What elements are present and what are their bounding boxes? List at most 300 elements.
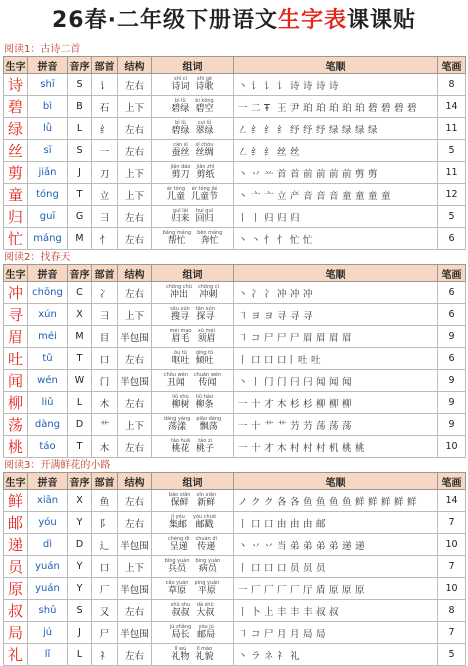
- character: 寻: [4, 304, 28, 326]
- initial-letter: S: [68, 140, 92, 162]
- column-header: 音序: [68, 265, 92, 282]
- stroke-step: 纾: [303, 124, 313, 136]
- initial-letter: X: [68, 304, 92, 326]
- word-text: 呈递: [169, 542, 188, 552]
- stroke-step: 丶: [238, 650, 248, 662]
- stroke-step: ヨ: [251, 310, 261, 322]
- stroke-step: ク: [264, 496, 274, 508]
- table-row: [4, 534, 466, 556]
- stroke-step: 厂: [264, 584, 274, 596]
- radical: 冫: [92, 282, 118, 304]
- stroke-step: 碧: [394, 102, 404, 114]
- stroke-step: 由: [277, 518, 287, 530]
- radical: 彐: [92, 206, 118, 228]
- table-row: [4, 96, 466, 118]
- stroke-step: 眉: [329, 332, 339, 344]
- word: [197, 329, 215, 344]
- word-pinyin: jí yóu: [171, 514, 185, 520]
- word-list: [152, 414, 234, 436]
- table-row: [4, 414, 466, 436]
- column-header: 结构: [118, 265, 152, 282]
- radical: 立: [92, 184, 118, 206]
- stroke-step: 厂: [277, 584, 287, 596]
- word-text: 蚕丝: [171, 148, 190, 158]
- radical: 口: [92, 556, 118, 578]
- stroke-step: 木: [277, 398, 287, 410]
- word: [171, 351, 189, 366]
- stroke-step: ネ: [264, 650, 274, 662]
- stroke-step: 门: [277, 376, 287, 388]
- stroke-step: 村: [290, 442, 300, 454]
- stroke-order: [234, 392, 438, 414]
- stroke-step: 叔: [316, 606, 326, 618]
- stroke-step: 纟: [251, 124, 261, 136]
- radical: 礻: [92, 644, 118, 666]
- word-pinyin: bǎo xiān: [168, 492, 191, 498]
- stroke-step: 前: [342, 168, 352, 180]
- stroke-step: 一: [238, 398, 248, 410]
- word: [196, 307, 215, 322]
- pinyin: dàng: [28, 414, 68, 436]
- pinyin: jú: [28, 622, 68, 644]
- column-header: 拼音: [28, 57, 68, 74]
- radical: 讠: [92, 74, 118, 96]
- word-text: 探寻: [196, 312, 215, 322]
- stroke-count: 7: [438, 622, 466, 644]
- stroke-step: 尸: [290, 332, 300, 344]
- stroke-step: 口: [251, 562, 261, 574]
- word-pinyin: piāo dàng: [196, 416, 222, 422]
- word-pinyin: jiǎn dāo: [170, 164, 191, 170]
- radical: 木: [92, 436, 118, 458]
- stroke-step: 弟: [329, 540, 339, 552]
- table-row: [4, 644, 466, 666]
- word: [196, 351, 214, 366]
- structure: 左右: [118, 600, 152, 622]
- stroke-step: 童: [381, 190, 391, 202]
- structure: 上下: [118, 414, 152, 436]
- stroke-step: 上: [264, 606, 274, 618]
- stroke-step: 童: [355, 190, 365, 202]
- stroke-step: 丷: [251, 540, 261, 552]
- radical: 艹: [92, 414, 118, 436]
- stroke-step: 前: [329, 168, 339, 180]
- character-table: [3, 472, 466, 666]
- word-pinyin: chéng dì: [168, 536, 190, 542]
- stroke-step: 柳: [329, 398, 339, 410]
- word-pinyin: chuán wén: [193, 372, 222, 378]
- stroke-step: 珀: [342, 102, 352, 114]
- structure: 左右: [118, 228, 152, 250]
- stroke-step: 各: [290, 496, 300, 508]
- structure: 上下: [118, 304, 152, 326]
- stroke-step: 芀: [290, 420, 300, 432]
- stroke-step: 鱼: [303, 496, 313, 508]
- stroke-count: 8: [438, 74, 466, 96]
- word-pinyin: tàn xún: [195, 306, 215, 312]
- stroke-step: 丝: [290, 146, 300, 158]
- structure: 左右: [118, 140, 152, 162]
- word-text: 奔忙: [200, 236, 219, 246]
- initial-letter: L: [68, 392, 92, 414]
- stroke-order: [234, 228, 438, 250]
- stroke-step: 闻: [329, 376, 339, 388]
- word: [197, 231, 222, 246]
- stroke-order: [234, 600, 438, 622]
- stroke-step: 荡: [316, 420, 326, 432]
- character: 邮: [4, 512, 28, 534]
- stroke-step: 剪: [368, 168, 378, 180]
- radical: 厂: [92, 578, 118, 600]
- word-text: 邮戳: [195, 520, 214, 530]
- stroke-step: 弟: [303, 540, 313, 552]
- pinyin: máng: [28, 228, 68, 250]
- word: [196, 439, 214, 454]
- word-pinyin: huí guī: [195, 208, 214, 214]
- word-list: [152, 304, 234, 326]
- radical: 鱼: [92, 490, 118, 512]
- initial-letter: T: [68, 184, 92, 206]
- initial-letter: G: [68, 206, 92, 228]
- table-row: [4, 436, 466, 458]
- word-text: 碧绿: [171, 104, 190, 114]
- structure: 半包围: [118, 534, 152, 556]
- character: 碧: [4, 96, 28, 118]
- stroke-step: 十: [251, 420, 261, 432]
- stroke-order: [234, 184, 438, 206]
- word-list: [152, 96, 234, 118]
- word-text: 倾吐: [195, 356, 214, 366]
- stroke-count: 9: [438, 370, 466, 392]
- structure: 上下: [118, 162, 152, 184]
- stroke-step: ㇕: [238, 628, 248, 640]
- structure: 左右: [118, 118, 152, 140]
- word-list: [152, 512, 234, 534]
- word: [191, 187, 218, 202]
- character: 员: [4, 556, 28, 578]
- word-list: [152, 326, 234, 348]
- stroke-step: 忄: [264, 234, 274, 246]
- table-row: [4, 184, 466, 206]
- word-text: 局长: [171, 630, 190, 640]
- stroke-step: 丶: [238, 288, 248, 300]
- word-pinyin: xū méi: [197, 328, 215, 334]
- stroke-step: 门: [264, 376, 274, 388]
- word-text: 碧绿: [171, 126, 190, 136]
- stroke-count: 6: [438, 228, 466, 250]
- stroke-step: 丷: [264, 540, 274, 552]
- stroke-step: 丨: [238, 606, 248, 618]
- column-header: 组词: [152, 57, 234, 74]
- stroke-step: 产: [290, 190, 300, 202]
- column-header: 结构: [118, 57, 152, 74]
- word-list: [152, 118, 234, 140]
- word-text: 传闻: [198, 378, 217, 388]
- stroke-step: 丨: [238, 212, 248, 224]
- pinyin: méi: [28, 326, 68, 348]
- stroke-step: 鲜: [355, 496, 365, 508]
- word: [196, 209, 214, 224]
- word-text: 剪刀: [171, 170, 190, 180]
- stroke-step: 丶: [238, 376, 248, 388]
- pinyin: táo: [28, 436, 68, 458]
- word-list: [152, 392, 234, 414]
- stroke-step: 尸: [264, 332, 274, 344]
- pinyin: lǜ: [28, 118, 68, 140]
- word-pinyin: cuì lǜ: [197, 120, 212, 126]
- word: [196, 647, 214, 662]
- stroke-step: 木: [277, 442, 287, 454]
- stroke-step: 弟: [316, 540, 326, 552]
- initial-letter: Y: [68, 556, 92, 578]
- word-list: [152, 534, 234, 556]
- word-text: 新鲜: [197, 498, 216, 508]
- character: 眉: [4, 326, 28, 348]
- word: [196, 165, 214, 180]
- column-header: 部首: [92, 265, 118, 282]
- stroke-step: 绿: [329, 124, 339, 136]
- stroke-step: 丶: [238, 168, 248, 180]
- word-pinyin: lǐ mào: [196, 646, 213, 652]
- word-pinyin: cǎo yuán: [165, 580, 189, 586]
- word: [167, 187, 185, 202]
- stroke-step: 诗: [329, 80, 339, 92]
- character: 吐: [4, 348, 28, 370]
- radical: 刀: [92, 162, 118, 184]
- stroke-step: 忙: [290, 234, 300, 246]
- stroke-step: 丶: [238, 540, 248, 552]
- stroke-step: 立: [277, 190, 287, 202]
- stroke-step: 口: [264, 562, 274, 574]
- stroke-order: [234, 490, 438, 512]
- table-header-row: [4, 57, 466, 74]
- radical: 辶: [92, 534, 118, 556]
- structure: 左右: [118, 490, 152, 512]
- word-pinyin: méi mao: [169, 328, 192, 334]
- initial-letter: M: [68, 326, 92, 348]
- character: 绿: [4, 118, 28, 140]
- stroke-step: 原: [355, 584, 365, 596]
- stroke-step: 冲: [277, 288, 287, 300]
- word-pinyin: jú zhǎng: [169, 624, 192, 630]
- word: [196, 417, 221, 432]
- stroke-order: [234, 74, 438, 96]
- table-row: [4, 392, 466, 414]
- word-text: 桃花: [171, 444, 190, 454]
- character-table: [3, 264, 466, 458]
- column-header: 笔顺: [234, 57, 438, 74]
- word-text: 回归: [195, 214, 214, 224]
- initial-letter: J: [68, 162, 92, 184]
- structure: 半包围: [118, 578, 152, 600]
- stroke-count: 7: [438, 512, 466, 534]
- character: 局: [4, 622, 28, 644]
- word-text: 诗词: [171, 82, 190, 92]
- word: [168, 537, 190, 552]
- stroke-count: 14: [438, 490, 466, 512]
- stroke-step: 员: [303, 562, 313, 574]
- word-text: 冲刺: [199, 290, 218, 300]
- stroke-step: 局: [316, 628, 326, 640]
- stroke-step: 机: [329, 442, 339, 454]
- character: 礼: [4, 644, 28, 666]
- word-text: 翠绿: [195, 126, 214, 136]
- stroke-step: 丨: [238, 562, 248, 574]
- structure: 左右: [118, 206, 152, 228]
- stroke-step: 归: [264, 212, 274, 224]
- stroke-step: 村: [316, 442, 326, 454]
- stroke-step: 丨: [238, 354, 248, 366]
- pinyin: yuán: [28, 556, 68, 578]
- stroke-order: [234, 578, 438, 600]
- structure: 左右: [118, 74, 152, 96]
- word-list: [152, 644, 234, 666]
- stroke-step: 眉: [316, 332, 326, 344]
- character: 柳: [4, 392, 28, 414]
- initial-letter: T: [68, 348, 92, 370]
- word: [196, 603, 214, 618]
- word-text: 荡漾: [168, 422, 187, 432]
- stroke-step: 丶: [251, 234, 261, 246]
- stroke-step: 一: [238, 442, 248, 454]
- stroke-step: 䒑: [264, 168, 274, 180]
- radical: 又: [92, 600, 118, 622]
- column-header: 拼音: [28, 473, 68, 490]
- stroke-step: 各: [277, 496, 287, 508]
- word: [197, 625, 215, 640]
- word-list: [152, 162, 234, 184]
- word: [169, 515, 187, 530]
- pinyin: bì: [28, 96, 68, 118]
- word: [169, 493, 190, 508]
- stroke-step: 讠: [251, 80, 261, 92]
- stroke-count: 6: [438, 304, 466, 326]
- word-list: [152, 206, 234, 228]
- word: [171, 439, 190, 454]
- word-list: [152, 436, 234, 458]
- stroke-step: 村: [303, 442, 313, 454]
- stroke-step: 鲜: [407, 496, 417, 508]
- stroke-step: 纟: [264, 146, 274, 158]
- stroke-step: 忄: [277, 234, 287, 246]
- stroke-step: 厂: [251, 584, 261, 596]
- word-text: 碧空: [195, 104, 214, 114]
- stroke-step: 原: [342, 584, 352, 596]
- stroke-order: [234, 370, 438, 392]
- column-header: 部首: [92, 57, 118, 74]
- word: [196, 121, 214, 136]
- stroke-step: 闩: [290, 376, 300, 388]
- pinyin: tǔ: [28, 348, 68, 370]
- word-list: [152, 140, 234, 162]
- stroke-step: 艹: [264, 420, 274, 432]
- word-text: 柳树: [171, 400, 190, 410]
- page-title: [0, 0, 468, 42]
- word: [171, 209, 189, 224]
- column-header: 生字: [4, 57, 28, 74]
- title-highlight: 生字表: [277, 8, 347, 33]
- stroke-step: 鲜: [394, 496, 404, 508]
- stroke-step: 桃: [355, 442, 365, 454]
- word: [170, 329, 192, 344]
- stroke-step: 讠: [264, 80, 274, 92]
- stroke-step: 邮: [316, 518, 326, 530]
- table-row: [4, 578, 466, 600]
- table-row: [4, 326, 466, 348]
- word: [166, 581, 189, 596]
- table-row: [4, 304, 466, 326]
- table-row: [4, 206, 466, 228]
- stroke-step: 十: [251, 442, 261, 454]
- stroke-step: 讠: [277, 80, 287, 92]
- stroke-count: 14: [438, 96, 466, 118]
- radical: 门: [92, 370, 118, 392]
- word-list: [152, 348, 234, 370]
- column-header: 笔画: [438, 57, 466, 74]
- stroke-count: 8: [438, 600, 466, 622]
- stroke-order: [234, 512, 438, 534]
- pinyin: dì: [28, 534, 68, 556]
- radical: 木: [92, 392, 118, 414]
- stroke-step: 鲜: [368, 496, 378, 508]
- stroke-step: 艹: [277, 420, 287, 432]
- stroke-order: [234, 622, 438, 644]
- section-title: 阅读3：开满鲜花的小路: [4, 460, 111, 471]
- stroke-step: 口: [277, 562, 287, 574]
- column-header: 笔画: [438, 473, 466, 490]
- table-row: [4, 118, 466, 140]
- stroke-step: 绿: [355, 124, 365, 136]
- stroke-step: 荡: [329, 420, 339, 432]
- pinyin: wén: [28, 370, 68, 392]
- stroke-step: 口: [264, 354, 274, 366]
- stroke-step: 一: [238, 420, 248, 432]
- stroke-step: 碧: [407, 102, 417, 114]
- stroke-order: [234, 436, 438, 458]
- word-text: 须眉: [197, 334, 216, 344]
- pinyin: chōng: [28, 282, 68, 304]
- word-text: 剪纸: [196, 170, 215, 180]
- stroke-step: 童: [368, 190, 378, 202]
- initial-letter: S: [68, 600, 92, 622]
- table-row: [4, 622, 466, 644]
- stroke-step: 由: [303, 518, 313, 530]
- word-list: [152, 228, 234, 250]
- structure: 左右: [118, 348, 152, 370]
- stroke-step: 剪: [355, 168, 365, 180]
- stroke-step: 诗: [303, 80, 313, 92]
- stroke-count: 9: [438, 414, 466, 436]
- word-text: 儿童: [166, 192, 185, 202]
- word: [170, 307, 190, 322]
- stroke-order: [234, 348, 438, 370]
- word-text: 叔叔: [171, 608, 190, 618]
- word-pinyin: chuán dì: [195, 536, 217, 542]
- stroke-step: 尹: [290, 102, 300, 114]
- stroke-order: [234, 96, 438, 118]
- stroke-step: 口: [251, 354, 261, 366]
- title-left: 26春·二年级下册语文: [51, 8, 278, 33]
- word-pinyin: bì lǜ: [175, 120, 186, 126]
- stroke-step: 礻: [277, 650, 287, 662]
- stroke-step: 尸: [264, 628, 274, 640]
- stroke-order: [234, 282, 438, 304]
- stroke-step: 礼: [290, 650, 300, 662]
- character: 童: [4, 184, 28, 206]
- stroke-step: 纟: [264, 124, 274, 136]
- word-pinyin: bāng máng: [162, 230, 192, 236]
- section-title: 阅读1：古诗二首: [4, 44, 81, 55]
